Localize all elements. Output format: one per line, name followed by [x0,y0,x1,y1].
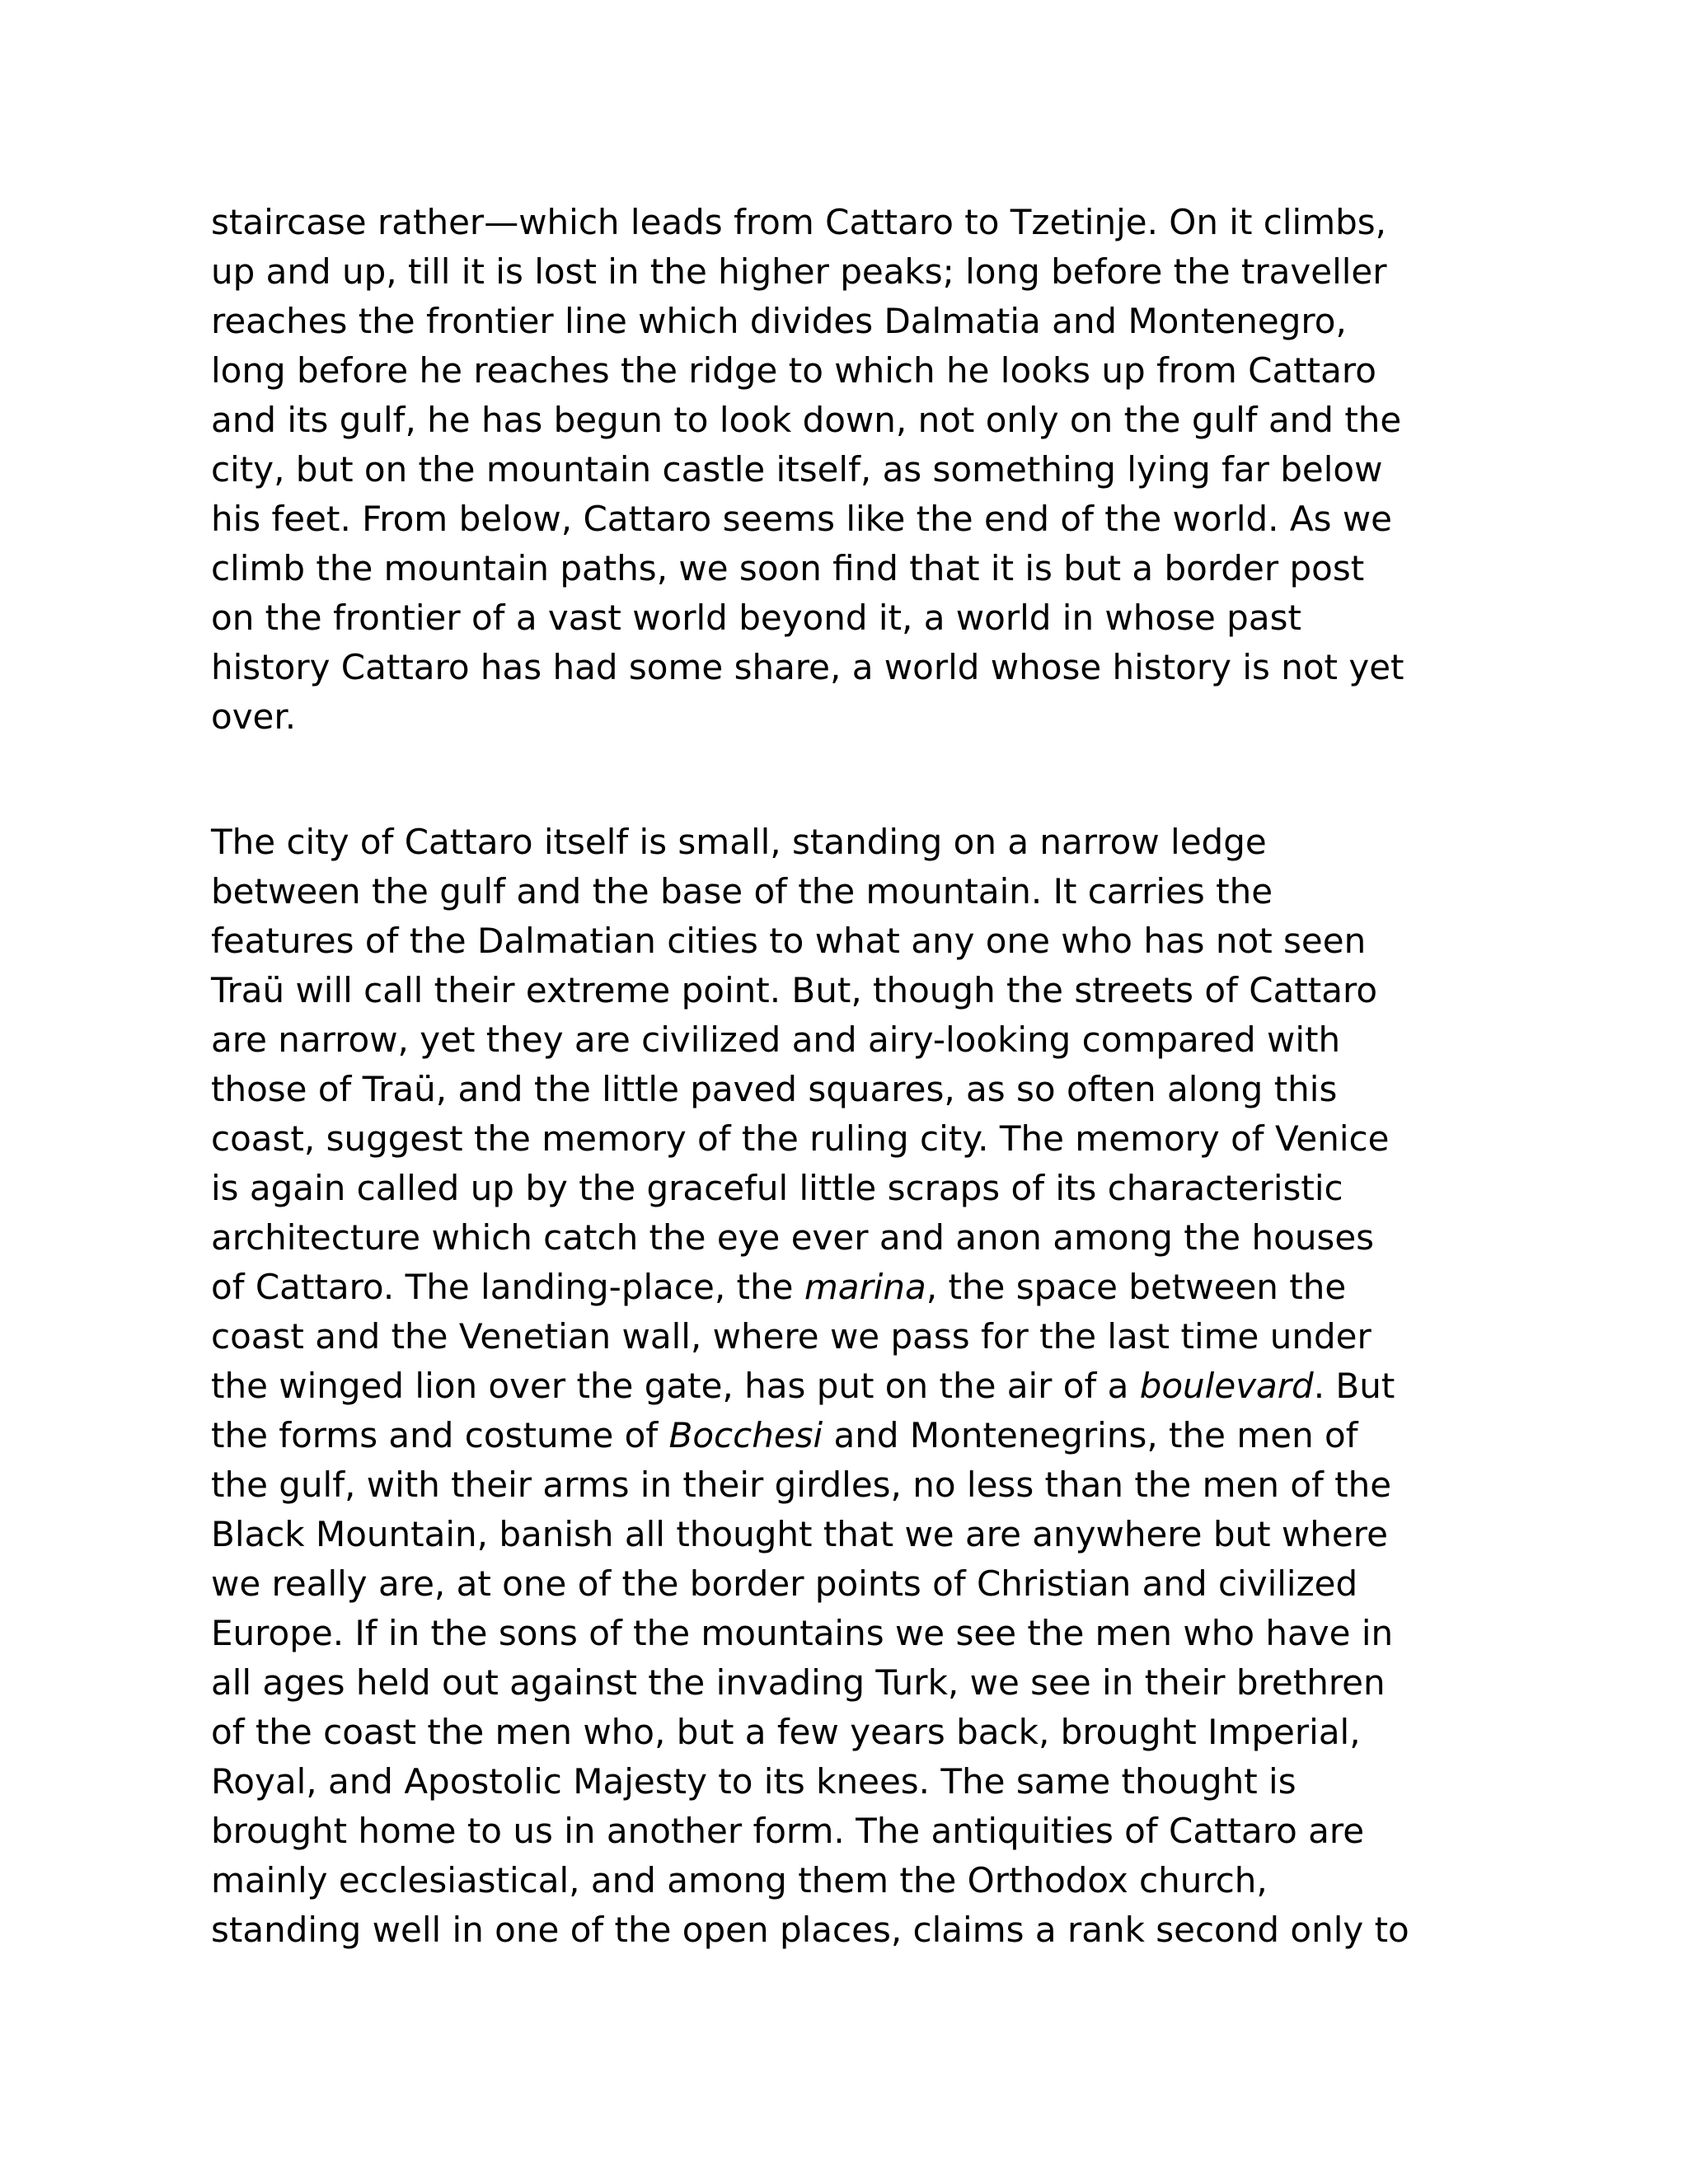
text-line: and its gulf, he has begun to look down, not only on the gulf and the [211,400,1402,440]
text-line: we really are, at one of the border points of Christian and civilized [211,1563,1358,1604]
text-line: reaches the frontier line which divides Dalmatia and Montenegro, [211,301,1347,341]
text-line: coast, suggest the memory of the ruling city. The memory of Venice [211,1118,1390,1159]
text-line: Black Mountain, banish all thought that we are anywhere but where [211,1514,1388,1554]
text-line-with-italic [211,1411,1480,1460]
text-line: climb the mountain paths, we soon find that it is but a border post [211,548,1365,588]
text-line: features of the Dalmatian cities to what any one who has not seen [211,921,1367,961]
text-line: are narrow, yet they are civilized and airy-looking compared with [211,1019,1341,1060]
text-line: Traü will call their extreme point. But, though the streets of Cattaro [211,970,1378,1010]
text-line: those of Traü, and the little paved squares, as so often along this [211,1069,1338,1109]
text-run: of Cattaro. The landing-place, the [211,1267,804,1307]
text-run: the winged lion over the gate, has put on the air of a [211,1366,1140,1406]
text-line: his feet. From below, Cattaro seems like the end of the world. As we [211,499,1393,539]
paragraph-2 [211,818,1480,1955]
text-run: the forms and costume of [211,1415,669,1455]
text-line: up and up, till it is lost in the higher peaks; long before the traveller [211,251,1387,292]
text-run: , the space between the [926,1267,1347,1307]
italic-word-boulevard: boulevard [1139,1366,1314,1406]
text-line: history Cattaro has had some share, a world whose history is not yet [211,647,1404,687]
text-line: over. [211,696,297,737]
text-line: all ages held out against the invading Turk, we see in their brethren [211,1662,1386,1703]
italic-word-bocchesi: Bocchesi [668,1415,823,1455]
text-line: the gulf, with their arms in their girdles, no less than the men of the [211,1465,1392,1505]
text-line: Royal, and Apostolic Majesty to its knees. The same thought is [211,1761,1296,1802]
text-line: coast and the Venetian wall, where we pass for the last time under [211,1316,1372,1357]
text-run: . But [1313,1366,1395,1406]
text-line-with-italic [211,1263,1480,1312]
text-line: of the coast the men who, but a few years back, brought Imperial, [211,1712,1361,1752]
text-line: The city of Cattaro itself is small, standing on a narrow ledge [211,822,1267,862]
text-line: long before he reaches the ridge to which he looks up from Cattaro [211,350,1376,391]
text-line: standing well in one of the open places, claims a rank second only to [211,1910,1409,1950]
text-line: is again called up by the graceful little scraps of its characteristic [211,1168,1343,1208]
text-line: Europe. If in the sons of the mountains we see the men who have in [211,1613,1394,1653]
text-line: brought home to us in another form. The antiquities of Cattaro are [211,1811,1365,1851]
text-line-with-italic [211,1361,1480,1411]
text-run: and Montenegrins, the men of [823,1415,1358,1455]
text-line: staircase rather—which leads from Cattaro to Tzetinje. On it climbs, [211,202,1387,242]
text-line: city, but on the mountain castle itself, as something lying far below [211,449,1383,490]
italic-word-marina: marina [804,1267,926,1307]
text-line: on the frontier of a vast world beyond it, a world in whose past [211,598,1301,638]
text-line: mainly ecclesiastical, and among them the Orthodox church, [211,1860,1268,1900]
text-line: between the gulf and the base of the mountain. It carries the [211,871,1273,912]
text-line: architecture which catch the eye ever and anon among the houses [211,1217,1375,1258]
paragraph-1 [211,198,1480,742]
